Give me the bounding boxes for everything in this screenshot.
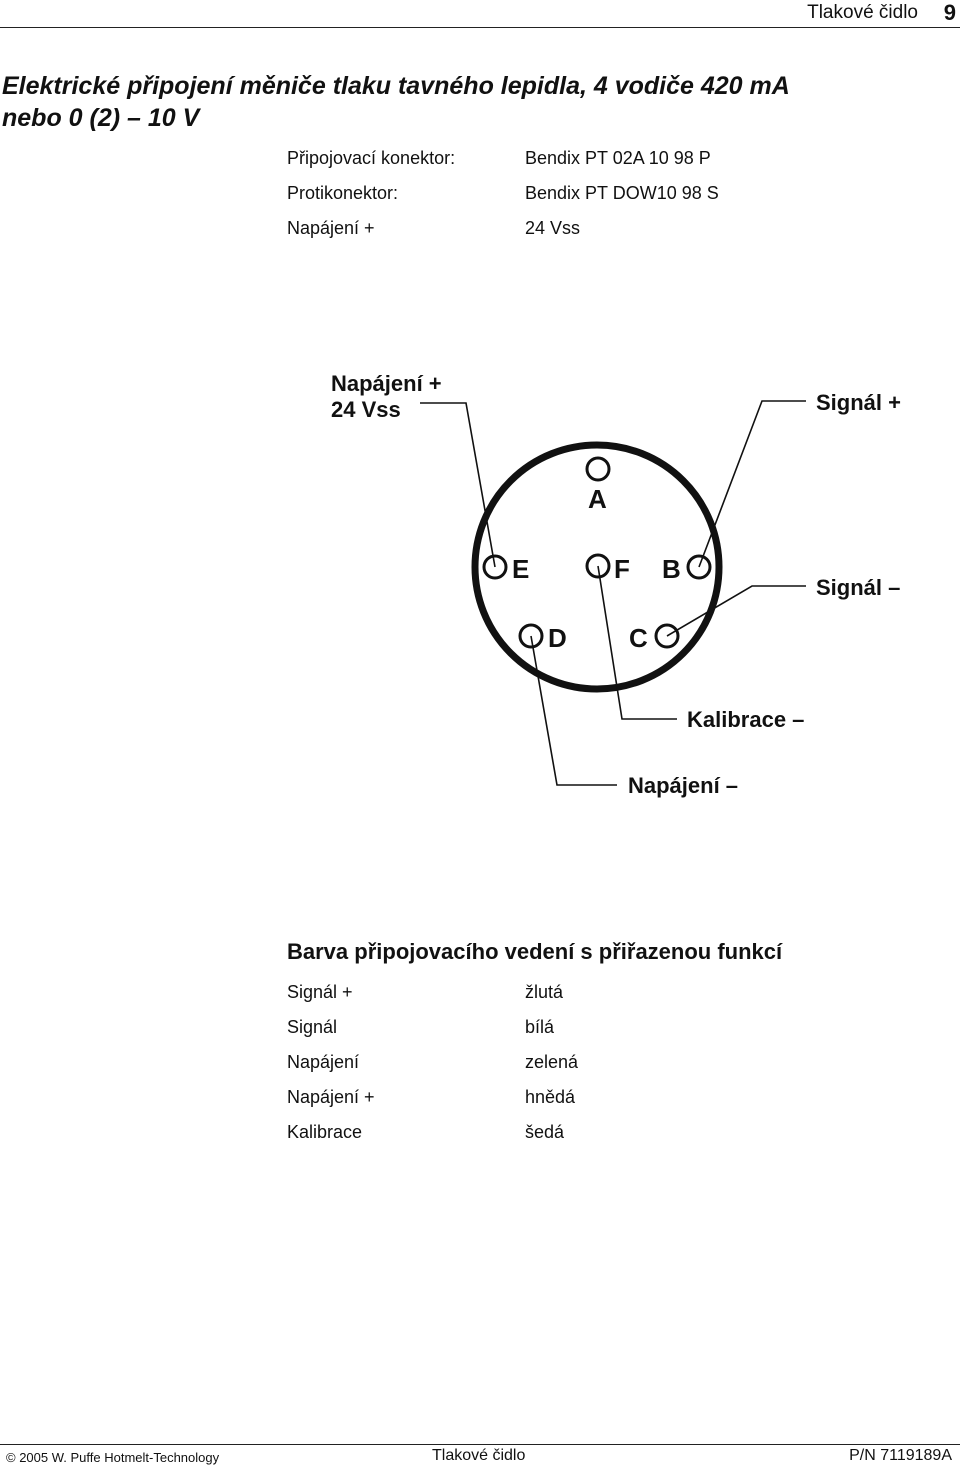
wiring-function: Signál + bbox=[287, 982, 353, 1002]
pin-d-label: D bbox=[548, 623, 567, 653]
wiring-color: šedá bbox=[525, 1122, 565, 1142]
spec-power-label: Napájení + bbox=[287, 218, 375, 238]
wiring-function: Napájení bbox=[287, 1052, 360, 1072]
leader-signal-minus bbox=[667, 586, 806, 636]
footer-title: Tlakové čidlo bbox=[432, 1447, 526, 1464]
pin-a bbox=[587, 458, 609, 480]
footer-divider bbox=[0, 1444, 960, 1445]
callout-signal-plus: Signál + bbox=[816, 390, 901, 415]
spec-connector-value: Bendix PT 02A 10 98 P bbox=[525, 148, 711, 168]
callout-calibration-minus: Kalibrace – bbox=[687, 707, 805, 732]
pin-c-label: C bbox=[629, 623, 648, 653]
page-number: 9 bbox=[943, 0, 956, 25]
pin-f-label: F bbox=[614, 554, 630, 584]
wiring-color: hnědá bbox=[525, 1087, 576, 1107]
spec-power-value: 24 Vss bbox=[525, 218, 581, 238]
spec-counter-connector-label: Protikonektor: bbox=[287, 183, 399, 203]
wiring-function: Napájení + bbox=[287, 1087, 375, 1107]
pin-a-label: A bbox=[588, 484, 607, 514]
header-title: Tlakové čidlo bbox=[807, 2, 918, 23]
pin-e-label: E bbox=[512, 554, 530, 584]
wiring-table-title: Barva připojovacího vedení s přiřazenou funkcí bbox=[287, 939, 783, 964]
wiring-function: Signál bbox=[287, 1017, 338, 1037]
callout-power-plus-line2: 24 Vss bbox=[331, 397, 401, 422]
section-heading-line2: nebo 0 (2) – 10 V bbox=[2, 104, 200, 132]
wiring-color: bílá bbox=[525, 1017, 555, 1037]
callout-power-minus: Napájení – bbox=[628, 773, 739, 798]
callout-power-plus-line1: Napájení + bbox=[331, 371, 442, 396]
spec-counter-connector-value: Bendix PT DOW10 98 S bbox=[525, 183, 719, 203]
leader-power-minus bbox=[531, 636, 617, 785]
wiring-color: žlutá bbox=[525, 982, 564, 1002]
spec-connector-label: Připojovací konektor: bbox=[287, 148, 456, 168]
footer-copyright: © 2005 W. Puffe Hotmelt-Technology bbox=[6, 1450, 220, 1465]
wiring-function: Kalibrace bbox=[287, 1122, 363, 1142]
callout-signal-minus: Signál – bbox=[816, 575, 901, 600]
section-heading-line1: Elektrické připojení měniče tlaku tavného lepidla, 4 vodiče 420 mA bbox=[2, 72, 790, 100]
wiring-color: zelená bbox=[525, 1052, 579, 1072]
leader-power-plus bbox=[420, 403, 495, 567]
pin-b-label: B bbox=[662, 554, 681, 584]
footer-part-number: P/N 7119189A bbox=[849, 1447, 952, 1464]
